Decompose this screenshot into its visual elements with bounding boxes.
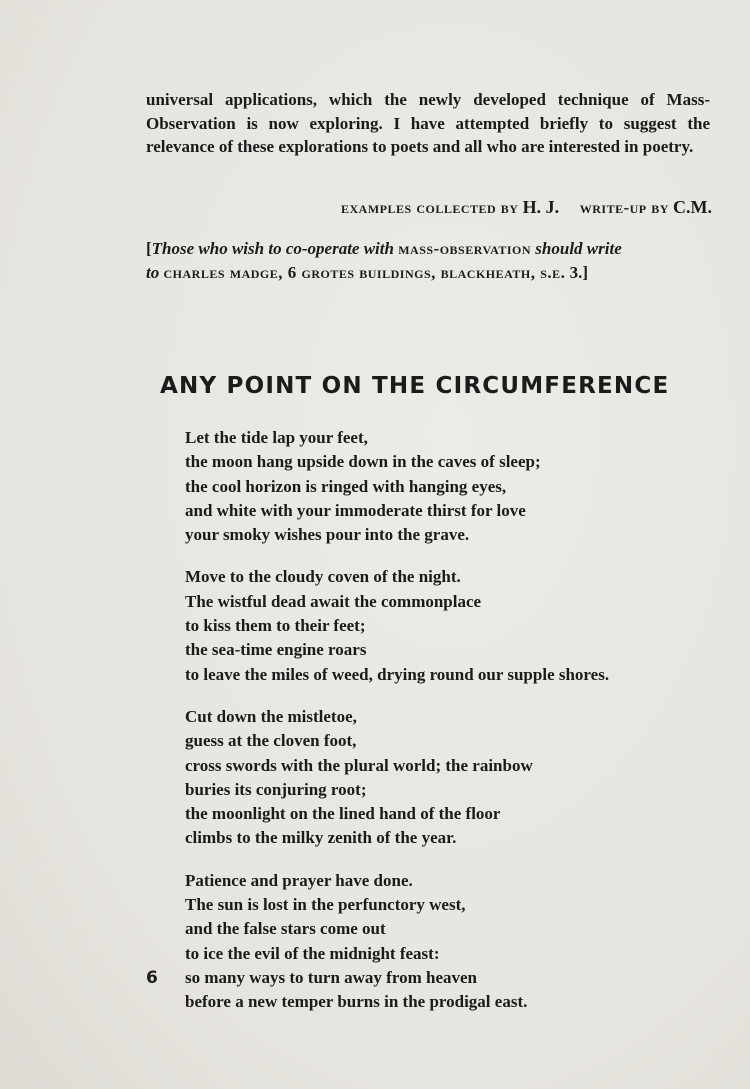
poem-line: buries its conjuring root; bbox=[185, 779, 367, 799]
stanza bbox=[185, 705, 705, 851]
poem-line: and the false stars come out bbox=[185, 919, 386, 939]
poem-line: climbs to the milky zenith of the year. bbox=[185, 828, 457, 848]
closing-paragraph: universal applications, which the newly developed technique of Mass-Observation is now exploring. I have attempted briefly to suggest the relevance of these explorations to poets and all who are interested in poetry. bbox=[146, 90, 710, 156]
poem-line: before a new temper burns in the prodigal east. bbox=[185, 992, 528, 1012]
note-italic-3: to bbox=[146, 263, 160, 282]
examples-label: examples collected by bbox=[341, 198, 519, 217]
examples-initials: H. J. bbox=[522, 197, 560, 217]
poem-line: so many ways to turn away from heaven bbox=[185, 967, 477, 987]
writeup-label: write-up by bbox=[579, 198, 669, 217]
note-org: mass-observation bbox=[398, 239, 532, 258]
note-italic-1: Those who wish to co-operate with bbox=[151, 239, 394, 258]
poem-line: the moonlight on the lined hand of the floor bbox=[185, 804, 501, 824]
writeup-initials: C.M. bbox=[673, 197, 712, 217]
stanza bbox=[185, 426, 705, 547]
poem-line: cross swords with the plural world; the rainbow bbox=[185, 755, 533, 775]
poem-line: Move to the cloudy coven of the night. bbox=[185, 567, 461, 587]
poem-line: The sun is lost in the perfunctory west, bbox=[185, 895, 466, 915]
note-address: charles madge, 6 grotes buildings, blackheath, s.e. bbox=[163, 263, 566, 282]
poem-title: ANY POINT ON THE CIRCUMFERENCE bbox=[160, 373, 670, 399]
poem-line: The wistful dead await the commonplace bbox=[185, 591, 482, 611]
poem-line: to kiss them to their feet; bbox=[185, 616, 366, 636]
poem-line: your smoky wishes pour into the grave. bbox=[185, 525, 470, 545]
note-italic-2: should write bbox=[535, 239, 622, 258]
poem-line: to ice the evil of the midnight feast: bbox=[185, 943, 440, 963]
stanza bbox=[185, 869, 705, 1015]
credits-line bbox=[266, 197, 712, 218]
stanza bbox=[185, 565, 705, 686]
poem-line: and white with your immoderate thirst for love bbox=[185, 500, 526, 520]
note-open-bracket: [ bbox=[146, 239, 152, 258]
poem-body bbox=[185, 426, 705, 1033]
cooperation-note bbox=[146, 237, 716, 285]
poem-line: the moon hang upside down in the caves of sleep; bbox=[185, 452, 541, 472]
poem-line: Cut down the mistletoe, bbox=[185, 706, 357, 726]
poem-line: to leave the miles of weed, drying round our supple shores. bbox=[185, 664, 610, 684]
page-number: 6 bbox=[146, 968, 158, 988]
poem-line: Patience and prayer have done. bbox=[185, 870, 413, 890]
poem-line: Let the tide lap your feet, bbox=[185, 428, 368, 447]
poem-line: the sea-time engine roars bbox=[185, 640, 367, 660]
poem-line: guess at the cloven foot, bbox=[185, 731, 357, 751]
note-end: 3.] bbox=[569, 263, 589, 282]
poem-line: the cool horizon is ringed with hanging eyes, bbox=[185, 476, 507, 496]
